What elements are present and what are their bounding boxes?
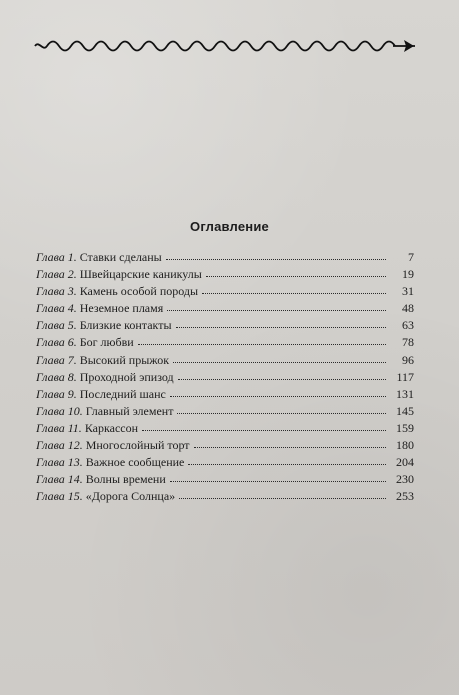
chapter-label: Глава 6.	[36, 335, 77, 350]
chapter-label: Глава 13.	[36, 455, 83, 470]
chapter-label: Глава 10.	[36, 403, 83, 418]
dot-leader	[178, 379, 386, 380]
contents-title: Оглавление	[190, 219, 269, 234]
page-number: 7	[408, 250, 414, 264]
chapter-title: Камень особой породы	[79, 284, 199, 299]
chapter-title: Многослойный торт	[85, 438, 190, 453]
chapter-title: Последний шанс	[79, 386, 166, 401]
page-number: 159	[396, 420, 414, 435]
decorative-arrow-rule	[33, 37, 425, 55]
dot-leader	[173, 362, 386, 363]
chapter-label: Глава 1.	[36, 250, 77, 264]
page-number: 131	[396, 386, 414, 401]
toc-row	[36, 371, 414, 388]
toc-row	[36, 302, 414, 319]
page-number: 180	[396, 438, 414, 453]
toc-row	[36, 336, 414, 353]
chapter-title: Бог любви	[79, 335, 134, 350]
chapter-label: Глава 14.	[36, 472, 83, 487]
dot-leader	[179, 498, 386, 499]
dot-leader	[176, 327, 386, 328]
page-number: 253	[396, 489, 414, 504]
toc-row	[36, 473, 414, 490]
page-number: 145	[396, 403, 414, 418]
dot-leader	[177, 413, 386, 414]
page-number: 78	[402, 335, 414, 350]
toc-row	[36, 422, 414, 439]
toc-row	[36, 388, 414, 405]
chapter-title: Важное сообщение	[85, 455, 185, 470]
chapter-title: Каркассон	[84, 420, 139, 435]
chapter-label: Глава 3.	[36, 284, 77, 299]
toc-row	[36, 354, 414, 371]
page-number: 96	[402, 352, 414, 367]
chapter-title: «Дорога Солнца»	[85, 489, 176, 504]
toc-row	[36, 439, 414, 456]
chapter-label: Глава 12.	[36, 438, 83, 453]
dot-leader	[194, 447, 386, 448]
dot-leader	[138, 344, 386, 345]
chapter-title: Близкие контакты	[79, 318, 172, 333]
dot-leader	[202, 293, 386, 294]
chapter-label: Глава 8.	[36, 369, 77, 384]
toc-row	[36, 251, 414, 268]
chapter-title: Волны времени	[85, 472, 166, 487]
chapter-title: Ставки сделаны	[79, 250, 162, 264]
chapter-title: Проходной эпизод	[79, 369, 174, 384]
toc-row	[36, 268, 414, 285]
page-number: 19	[402, 267, 414, 282]
toc-row	[36, 319, 414, 336]
table-of-contents	[36, 251, 414, 507]
chapter-title: Швейцарские каникулы	[79, 267, 202, 282]
chapter-label: Глава 5.	[36, 318, 77, 333]
chapter-label: Глава 11.	[36, 420, 82, 435]
dot-leader	[206, 276, 386, 277]
page-number: 204	[396, 455, 414, 470]
chapter-label: Глава 7.	[36, 352, 77, 367]
chapter-title: Высокий прыжок	[79, 352, 170, 367]
toc-row	[36, 285, 414, 302]
chapter-label: Глава 9.	[36, 386, 77, 401]
chapter-label: Глава 4.	[36, 301, 77, 316]
chapter-title: Главный элемент	[85, 403, 174, 418]
page-number: 63	[402, 318, 414, 333]
chapter-title: Неземное пламя	[79, 301, 164, 316]
page-number: 117	[396, 369, 414, 384]
dot-leader	[142, 430, 386, 431]
page-number: 48	[402, 301, 414, 316]
dot-leader	[188, 464, 386, 465]
dot-leader	[166, 259, 386, 260]
dot-leader	[167, 310, 386, 311]
dot-leader	[170, 481, 386, 482]
dot-leader	[170, 396, 386, 397]
page-number: 31	[402, 284, 414, 299]
chapter-label: Глава 2.	[36, 267, 77, 282]
toc-row	[36, 456, 414, 473]
toc-row	[36, 490, 414, 507]
page-number: 230	[396, 472, 414, 487]
chapter-label: Глава 15.	[36, 489, 83, 504]
toc-row	[36, 405, 414, 422]
